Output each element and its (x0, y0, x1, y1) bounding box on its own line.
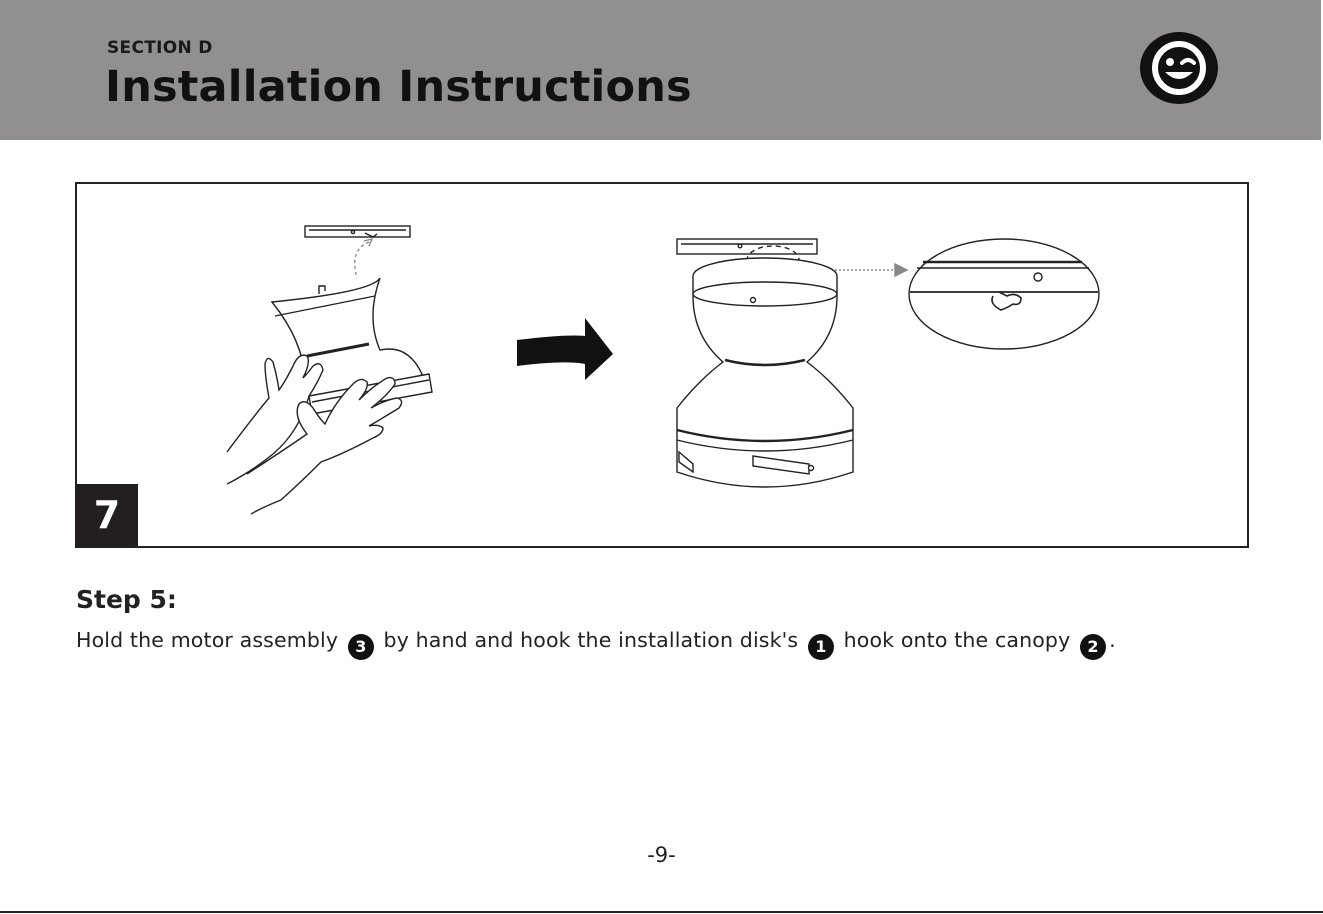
winking-face-icon (1139, 31, 1219, 105)
illustration-canvas (77, 184, 1247, 546)
right-arrow-icon (517, 318, 613, 380)
hands-holding-motor-icon (227, 226, 432, 514)
hook-detail-magnifier-icon (909, 239, 1099, 349)
step-heading: Step 5: (76, 585, 177, 614)
page-title: Installation Instructions (105, 62, 692, 112)
step-instructions (76, 628, 1116, 660)
step-text-part: by hand and hook the installation disk's (383, 628, 799, 652)
assembled-canopy-icon (677, 239, 907, 487)
installation-disk-number-badge: 1 (808, 634, 834, 660)
canopy-number-badge: 2 (1080, 634, 1106, 660)
page-number: -9- (647, 843, 676, 867)
motor-assembly-number-badge: 3 (348, 634, 374, 660)
illustration-panel (75, 182, 1249, 548)
bottom-rule (0, 911, 1323, 913)
step-number-badge: 7 (76, 484, 138, 546)
step-text-end: . (1109, 628, 1116, 652)
step-text-part: hook onto the canopy (843, 628, 1071, 652)
step-text-part: Hold the motor assembly (76, 628, 339, 652)
header-band (0, 0, 1323, 140)
section-label: SECTION D (107, 38, 213, 58)
